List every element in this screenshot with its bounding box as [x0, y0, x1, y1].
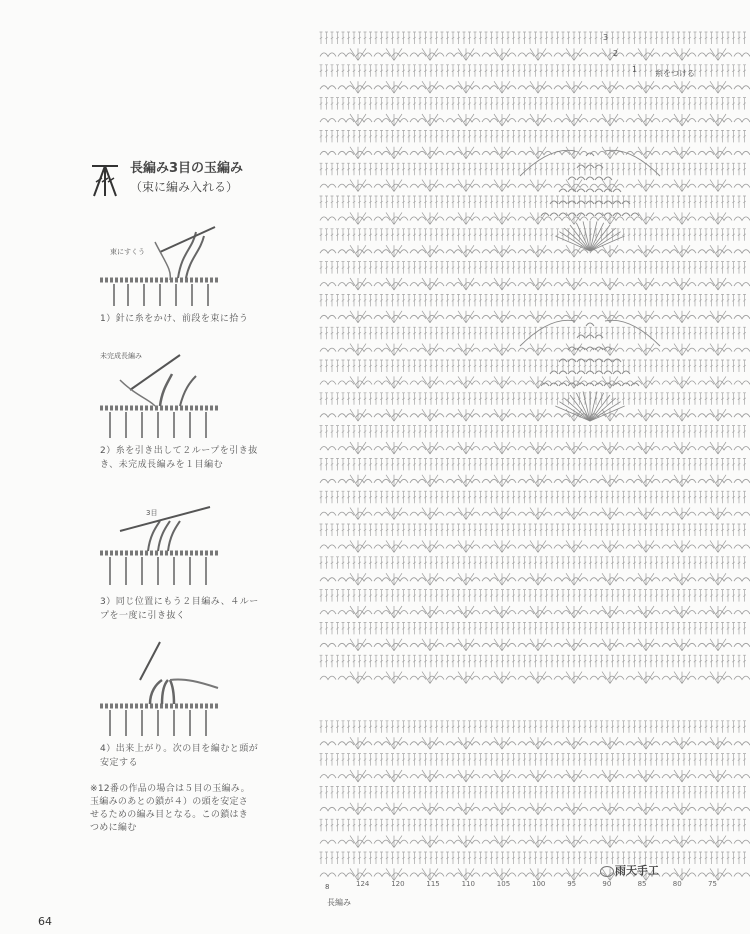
step-2	[100, 350, 260, 472]
start-yarn-label: 糸をつける	[655, 69, 695, 78]
x-tick-label: 95	[567, 880, 577, 888]
row-marker-1: 1	[632, 65, 638, 74]
x-tick-label: 110	[461, 880, 475, 888]
row-marker-2: 2	[613, 49, 619, 58]
crochet-chart-grid	[318, 26, 750, 896]
repeat-caption: 長編み	[327, 898, 351, 907]
x-tick-label: 105	[496, 880, 511, 888]
x-tick-label: 80	[672, 880, 682, 888]
step-1-text: 1）針に糸をかけ、前段を束に拾う	[100, 314, 249, 324]
step-2-illustration	[100, 350, 220, 442]
step-2-text: 2）糸を引き出して２ループを引き抜き、未完成長編みを１目編む	[100, 446, 258, 470]
watermark-text: 雨天手工	[615, 864, 659, 877]
technique-subtitle: （束に編み入れる）	[130, 180, 239, 194]
step-4	[100, 640, 260, 770]
step-1-illustration	[100, 222, 220, 310]
step-3	[100, 505, 260, 623]
x-tick-label: 75	[708, 880, 717, 888]
step-2-callout: 未完成長編み	[100, 352, 142, 360]
step-4-text: 4）出来上がり。次の目を編むと頭が安定する	[100, 744, 259, 768]
technique-title	[88, 160, 243, 200]
x-tick-label: 115	[426, 880, 440, 888]
cluster-stitch-symbol-icon	[88, 160, 122, 200]
wechat-icon	[600, 866, 614, 877]
step-3-illustration	[100, 505, 220, 593]
x-tick-label: 85	[637, 880, 647, 888]
row-marker-3: 3	[603, 33, 609, 42]
technique-note: ※12番の作品の場合は５目の玉編み。玉編みのあとの鎖が４）の頭を安定させるための編み目となる。この鎖はきつめに編む	[90, 784, 250, 833]
step-3-callout: 3目	[146, 509, 158, 517]
x-tick-label: 100	[532, 880, 546, 888]
step-1-callout: 束にすくう	[110, 248, 145, 256]
crochet-chart	[318, 26, 750, 896]
step-3-text: 3）同じ位置にもう２目編み、４ループを一度に引き抜く	[100, 597, 259, 621]
step-1	[100, 222, 260, 326]
repeat-count-label: 8	[325, 883, 330, 891]
page-number: 64	[38, 915, 52, 928]
technique-title-text: 長編み3目の玉編み	[130, 161, 244, 176]
x-tick-label: 120	[391, 880, 405, 888]
step-4-illustration	[100, 640, 220, 740]
x-tick-label: 124	[356, 880, 370, 888]
x-tick-label: 90	[602, 880, 612, 888]
technique-panel	[0, 0, 310, 934]
